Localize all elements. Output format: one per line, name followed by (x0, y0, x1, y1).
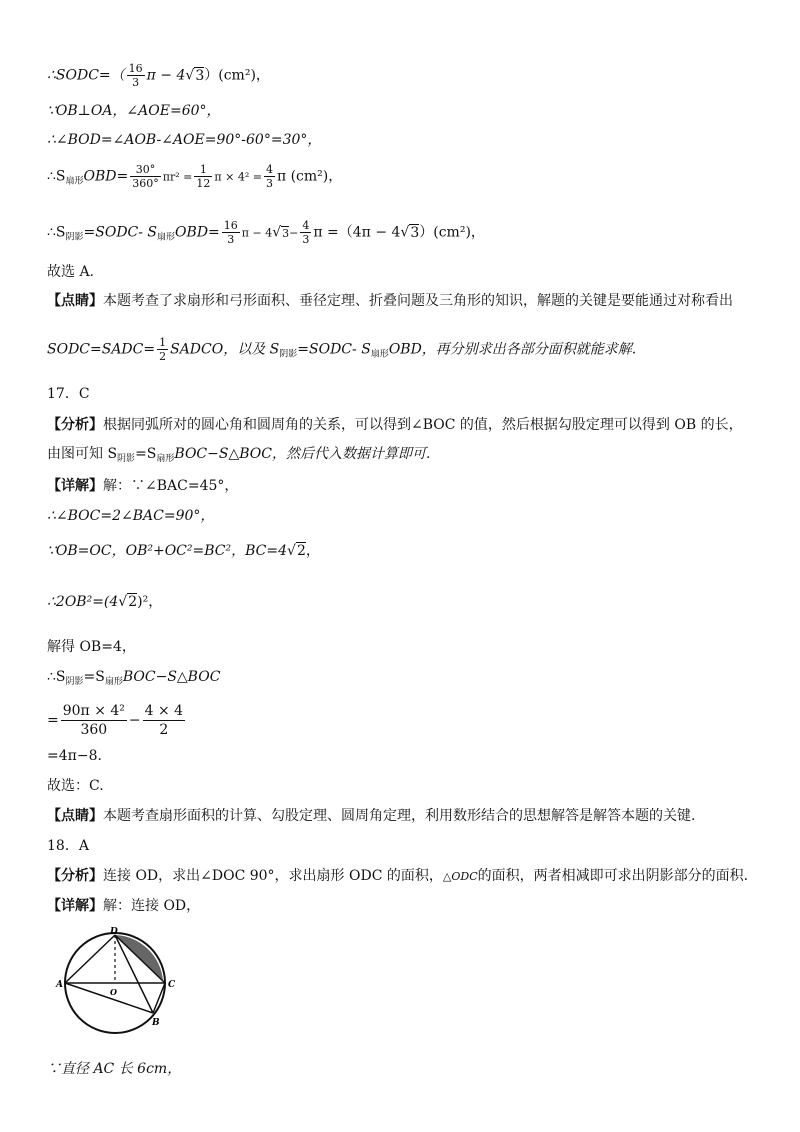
line-pythagoras: ∵OB=OC，OB²+OC²=BC²，BC=4√2， (47, 543, 320, 559)
segment-dc (115, 935, 165, 983)
circle-figure (55, 925, 185, 1035)
line-2ob-squared: ∴2OB²=(4√2)²， (47, 594, 163, 610)
line-choose-c: 故选：C. (47, 778, 104, 794)
line-sodc-sadc: SODC=SADC= $\frac{1}{2}$ SADCO，以及 $S_{阴影}=SODC-$ $S_{扇形}OBD$，再分别求出各部分面积就能求解. (47, 336, 637, 363)
question-18-heading: 18．A (47, 838, 89, 854)
line-bod: ∴∠BOD=∠AOB-∠AOE=90°-60°=30°， (47, 132, 322, 148)
line-detail-17: 【详解】解：∵∠BAC=45°， (47, 478, 239, 494)
label-b: B (152, 1018, 160, 1028)
line-comment-17: 【点睛】本题考查扇形面积的计算、勾股定理、圆周角定理，利用数形结合的思想解答是解答本题的关键. (47, 808, 696, 824)
line-result: =4π−8. (47, 748, 102, 764)
label-a: A (56, 980, 63, 990)
line-analysis-17: 【分析】根据同弧所对的圆心角和圆周角的关系，可以得到∠BOC 的值，然后根据勾股定理可以得到 OB 的长， (47, 417, 743, 433)
label-o: O (110, 987, 117, 997)
line-boc: ∴∠BOC=2∠BAC=90°， (47, 508, 215, 524)
line-sector-obd: $\therefore S_{扇形}OBD=$ $\frac{30^\circ}{360^\circ}$ πr² = $\frac{1}{12}$ π × 4² = $\frac{4}{3}$ π (cm²)， (47, 163, 343, 190)
line-comment-1: 【点睛】本题考查了求扇形和弓形面积、垂径定理、折叠问题及三角形的知识，解题的关键是要能通过对称看出 (47, 293, 733, 309)
line-diameter: ∵直径 AC 长 6cm， (47, 1061, 182, 1077)
line-figure-relation: 由图可知 $S_{阴影}=S_{扇形}BOC-S\triangle BOC$，然后代入数据计算即可. (47, 446, 431, 464)
line-detail-18: 【详解】解：连接 OD， (47, 898, 201, 914)
line-ob-perp: ∵OB⊥OA，∠AOE=60°， (47, 103, 221, 119)
line-sodc: ∴SODC=（ $\frac{16}{3}$ π − 4√3）(cm²)， (47, 62, 270, 89)
line-shadow-formula: $\therefore S_{阴影}=S_{扇形}BOC-S\triangle BOC$ (47, 669, 221, 687)
line-analysis-18: 【分析】连接 OD，求出∠DOC 90°，求出扇形 ODC 的面积，△ODC的面积，两者相减即可求出阴影部分的面积. (47, 868, 749, 884)
line-shadow-area: $\therefore S_{阴影}=SODC-$ $S_{扇形}OBD=$ $\frac{16}{3}$ π − 4√3− $\frac{4}{3}$ π =（4π − 4√3）(cm²)， (47, 219, 485, 246)
line-choose-a: 故选 A. (47, 264, 95, 280)
question-17-heading: 17．C (47, 386, 90, 402)
line-calculation: = $\frac{\text{90π × 4²}}{360}$ − $\frac{4 \times 4}{2}$ (47, 703, 184, 738)
label-c: C (168, 980, 176, 990)
line-ob-equals-4: 解得 OB=4， (47, 639, 136, 655)
segment-ad (65, 935, 115, 983)
label-d: D (110, 927, 118, 937)
